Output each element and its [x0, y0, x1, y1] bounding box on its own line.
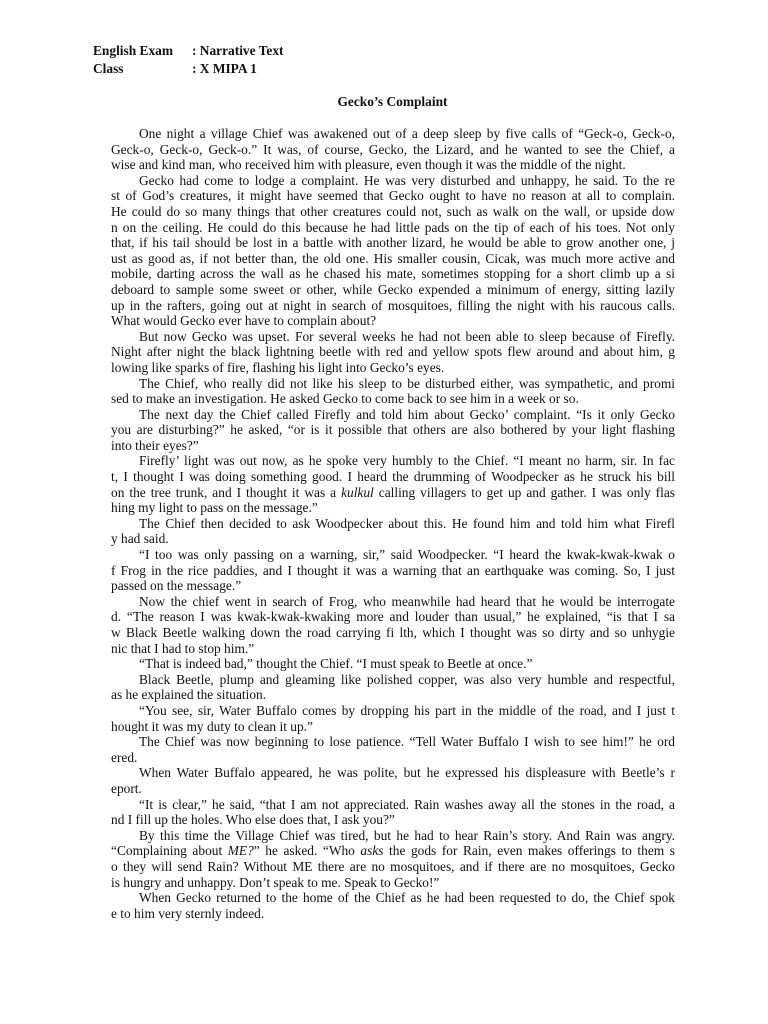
text-line: d. “The reason I was kwak-kwak-kwaking more and louder than usual,” he explained, “is that I sa — [111, 609, 675, 625]
text-line: The Chief was now beginning to lose patience. “Tell Water Buffalo I wish to see him!” he ord — [139, 734, 675, 750]
text-line: Gecko had come to lodge a complaint. He was very disturbed and unhappy, he said. To the re — [139, 172, 675, 188]
text-line: you are disturbing?” he asked, “or is it possible that others are also bothered by your light flashing — [111, 422, 675, 438]
text-line: The Chief then decided to ask Woodpecker about this. He found him and told him what Firefl — [139, 515, 675, 531]
text-line: Geck-o, Geck-o, Geck-o.” It was, of course, Gecko, the Lizard, and he wanted to see the Chief, a — [111, 141, 675, 157]
class-row — [93, 60, 283, 78]
text-line: st of God’s creatures, it might have seemed that Gecko ought to have no reason at all to complain. — [111, 188, 675, 204]
text-line: mobile, darting across the wall as he chased his mate, sometimes stopping for a short climb up a si — [111, 266, 675, 282]
text-line: ust as good as, if not better than, the old one. His smaller cousin, Cicak, was much more active and — [111, 250, 675, 266]
text-line: By this time the Village Chief was tired, but he had to hear Rain’s story. And Rain was angry. — [139, 827, 675, 843]
text-line: The Chief, who really did not like his sleep to be disturbed either, was sympathetic, and promi — [139, 375, 675, 391]
text-line: lowing like sparks of fire, flashing his light into Gecko’s eyes. — [111, 359, 445, 375]
text-line: is hungry and unhappy. Don’t speak to me. Speak to Gecko!” — [111, 874, 440, 890]
text-line: What would Gecko ever have to complain about? — [111, 313, 377, 329]
text-line: as he explained the situation. — [111, 687, 267, 703]
text-line: The next day the Chief called Firefly and told him about Gecko’ complaint. “Is it only Gecko — [139, 406, 675, 422]
text-line: One night a village Chief was awakened out of a deep sleep by five calls of “Geck-o, Geck-o, — [139, 126, 675, 141]
text-line: sed to make an investigation. He asked Gecko to come back to see him in a week or so. — [111, 391, 579, 407]
text-line: on the tree trunk, and I thought it was a kulkul calling villagers to get up and gather. I was only flas — [111, 484, 675, 500]
text-line: When Water Buffalo appeared, he was polite, but he expressed his displeasure with Beetle’s r — [139, 765, 675, 781]
text-line: into their eyes?” — [111, 437, 199, 453]
text-line: ered. — [111, 749, 138, 765]
text-line: He could do so many things that other creatures could not, such as walk on the wall, or upside dow — [111, 203, 675, 219]
text-line: Black Beetle, plump and gleaming like polished copper, was also very humble and respectful, — [139, 671, 675, 687]
exam-header — [93, 42, 283, 78]
class-label: Class — [93, 61, 124, 76]
text-line: nd I fill up the holes. Who else does that, I ask you?” — [111, 812, 395, 828]
subject-label: English Exam — [93, 43, 173, 58]
text-line: e to him very sternly indeed. — [111, 905, 265, 921]
text-line: “You see, sir, Water Buffalo comes by dropping his part in the middle of the road, and I just t — [139, 702, 675, 718]
text-line: “That is indeed bad,” thought the Chief. “I must speak to Beetle at once.” — [139, 656, 533, 672]
text-line: Firefly’ light was out now, as he spoke very humbly to the Chief. “I meant no harm, sir. In fac — [139, 453, 675, 469]
text-line: w Black Beetle walking down the road carrying fi lth, which I thought was so dirty and so unhygie — [111, 625, 675, 640]
text-line: up in the rafters, going out at night in search of mosquitoes, filling the night with his raucous calls. — [111, 297, 675, 313]
text-line: deboard to sample some sweet or other, while Gecko expended a minimum of energy, sitting lazily — [111, 281, 675, 297]
story-body — [111, 126, 675, 921]
text-line: Now the chief went in search of Frog, who meanwhile had heard that he would be interrogate — [139, 593, 675, 609]
text-line: f Frog in the rice paddies, and I thought it was a warning that an earthquake was coming. So, I just — [111, 562, 675, 578]
text-line: wise and kind man, who received him with pleasure, even though it was the middle of the night. — [111, 157, 626, 173]
text-line: Night after night the black lightning beetle with red and yellow spots flew around and about him, g — [111, 344, 675, 360]
class-value: : X MIPA 1 — [192, 61, 257, 76]
subject-row — [93, 42, 283, 60]
text-line: o they will send Rain? Without ME there are no mosquitoes, and if there are no mosquitoes, Gecko — [111, 858, 675, 874]
text-line: y had said. — [111, 531, 169, 547]
text-line: hought it was my duty to clean it up.” — [111, 718, 313, 734]
text-line: t, I thought I was doing something good. I heard the drumming of Woodpecker as he struck his bill — [111, 469, 675, 485]
subject-value: : Narrative Text — [192, 43, 284, 58]
text-line: But now Gecko was upset. For several weeks he had not been able to sleep because of Firefly. — [139, 328, 675, 344]
text-line: nic that I had to stop him.” — [111, 640, 255, 656]
text-line: “I too was only passing on a warning, sir,” said Woodpecker. “I heard the kwak-kwak-kwak o — [139, 547, 675, 563]
text-line: When Gecko returned to the home of the Chief as he had been requested to do, the Chief spok — [139, 890, 675, 906]
text-line: passed on the message.” — [111, 578, 242, 594]
text-line: hing my light to pass on the message.” — [111, 500, 318, 516]
text-line: n on the ceiling. He could do this because he had little pads on the tip of each of his toes. Not only — [111, 219, 675, 235]
text-line: eport. — [111, 780, 142, 796]
text-line: “Complaining about ME?” he asked. “Who asks the gods for Rain, even makes offerings to them s — [111, 843, 675, 859]
story-title: Gecko’s Complaint — [337, 94, 448, 109]
text-line: “It is clear,” he said, “that I am not appreciated. Rain washes away all the stones in the road, a — [139, 796, 675, 812]
text-line: that, if his tail should be lost in a battle with another lizard, he would be able to grow another one, j — [111, 235, 675, 251]
